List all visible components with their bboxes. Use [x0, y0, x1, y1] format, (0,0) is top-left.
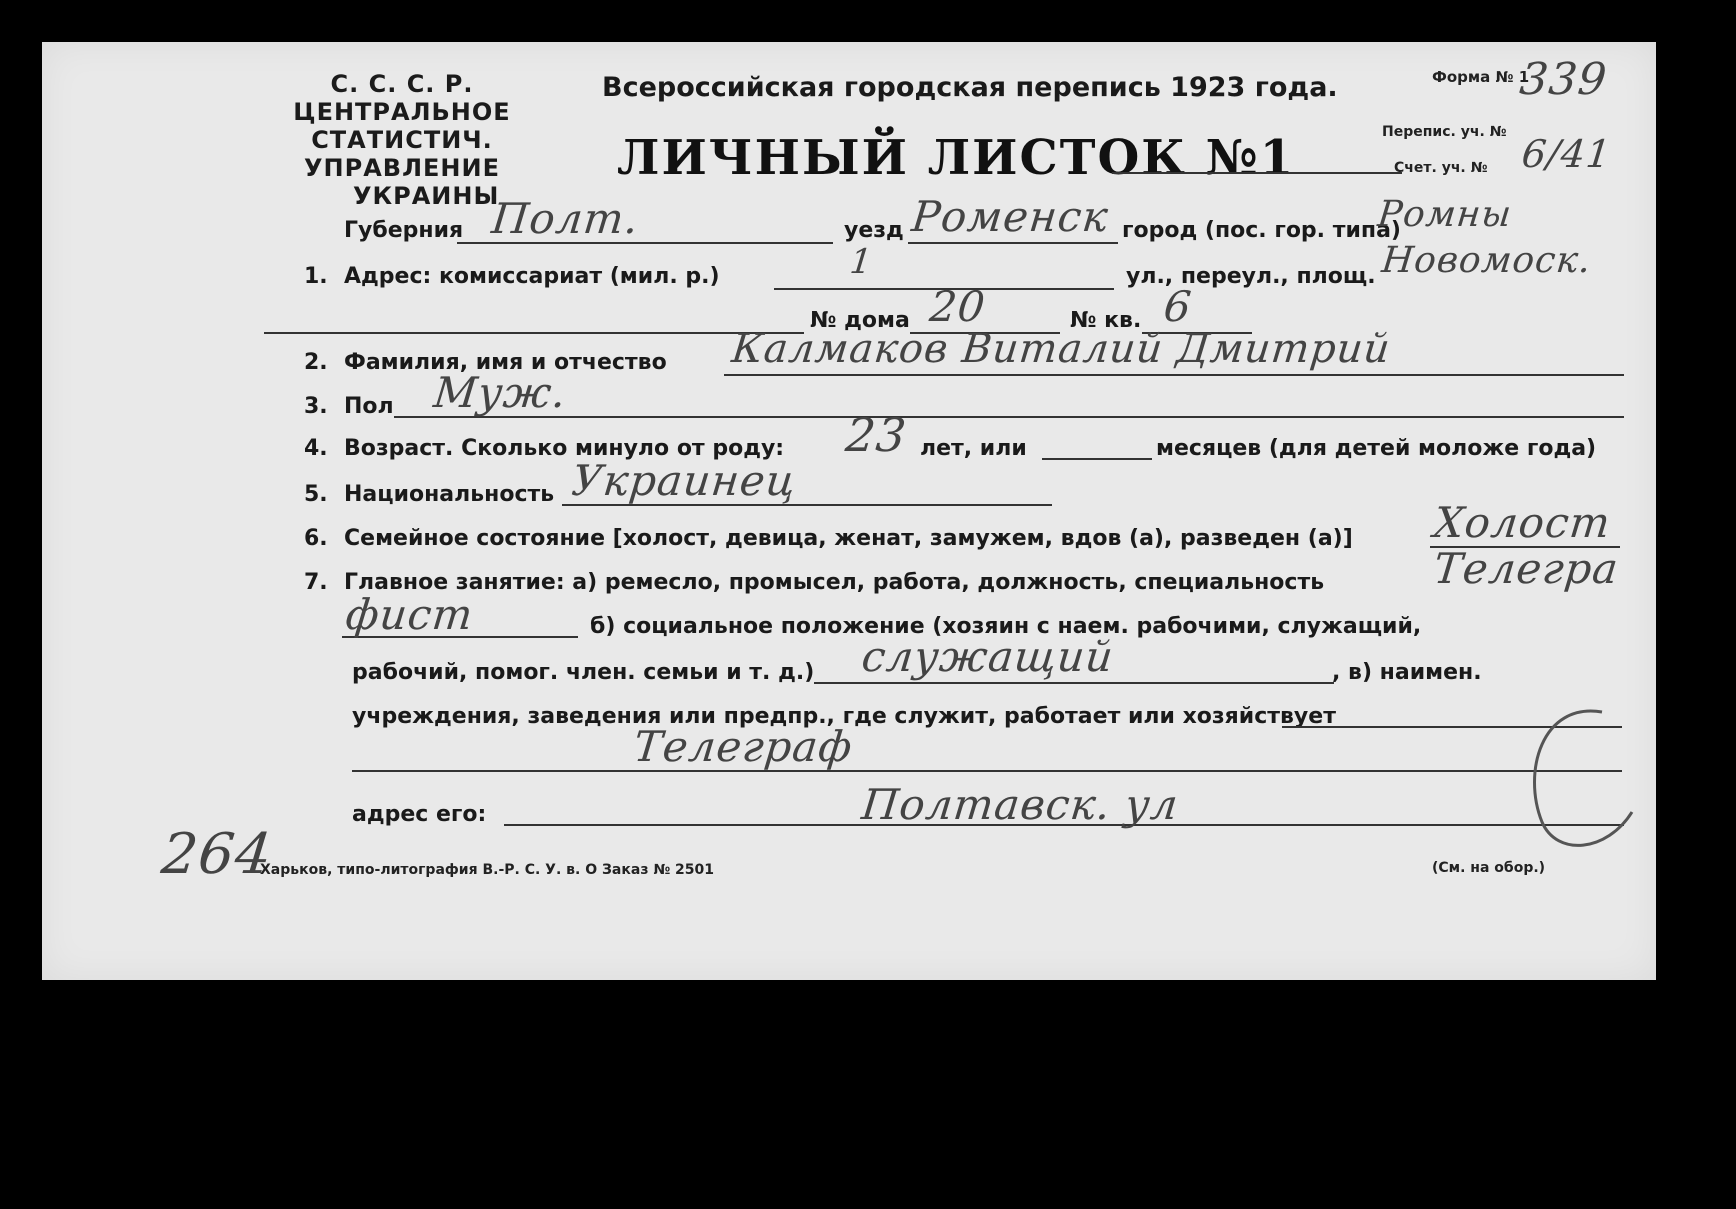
institution-label-start: , в) наимен.: [1332, 660, 1482, 685]
street-value: Новомоск.: [1379, 240, 1594, 281]
commissariat-value: 1: [847, 242, 875, 282]
occupation-value-part-2: фист: [343, 590, 476, 639]
occupation-number: 7.: [304, 570, 328, 595]
sex-number: 3.: [304, 394, 328, 419]
form-number-handwritten: 339: [1517, 54, 1610, 105]
nationality-label: Национальность: [344, 482, 555, 507]
apartment-value: 6: [1161, 282, 1195, 331]
street-label: ул., переул., площ.: [1126, 264, 1376, 289]
sex-value: Муж.: [431, 368, 570, 417]
registration-label-1: Перепис. уч. №: [1382, 124, 1507, 140]
nationality-value: Украинец: [569, 456, 799, 505]
guberniya-label: Губерния: [344, 218, 464, 243]
guberniya-value: Полт.: [489, 194, 642, 243]
institution-value: Телеграф: [631, 722, 856, 771]
org-line-2: ЦЕНТРАЛЬНОЕ: [293, 98, 511, 126]
age-label: Возраст. Сколько минуло от роду:: [344, 436, 785, 461]
census-card: [42, 42, 1656, 980]
social-status-label-2: рабочий, помог. член. семьи и т. д.): [352, 660, 815, 685]
institution-address-label: адрес его:: [352, 802, 487, 827]
registration-value-handwritten: 6/41: [1519, 132, 1614, 176]
address-continuation-line: [264, 332, 804, 334]
census-title: Всероссийская городская перепись 1923 года.: [602, 72, 1338, 103]
occupation-value-part-1: Телегра: [1431, 544, 1622, 593]
registration-label-2: Счет. уч. №: [1394, 160, 1488, 176]
org-line-1: С. С. С. Р.: [330, 70, 474, 98]
institution-label: учреждения, заведения или предпр., где служит, работает или хозяйствует: [352, 704, 1336, 729]
issuing-organization: [247, 70, 557, 210]
form-label: Форма № 1: [1432, 68, 1530, 86]
months-label: месяцев (для детей моложе года): [1156, 436, 1597, 461]
sheet-number-line: [1112, 172, 1402, 174]
org-line-4: УКРАИНЫ: [353, 182, 500, 210]
org-line-3: СТАТИСТИЧ. УПРАВЛЕНИЕ: [304, 126, 500, 182]
city-label: город (пос. гор. типа): [1122, 218, 1401, 243]
institution-line-2: [352, 770, 1622, 772]
name-label: Фамилия, имя и отчество: [344, 350, 667, 375]
city-value: Ромны: [1375, 194, 1514, 235]
name-line: [724, 374, 1624, 376]
months-line: [1042, 458, 1152, 460]
marital-number: 6.: [304, 526, 328, 551]
social-status-label: б) социальное положение (хозяин с наем. рабочими, служащий,: [590, 614, 1422, 639]
nationality-number: 5.: [304, 482, 328, 507]
institution-address-value: Полтавск. ул: [859, 780, 1181, 829]
name-value: Калмаков Виталий Дмитрий: [729, 326, 1393, 372]
apartment-label: № кв.: [1070, 308, 1142, 333]
see-reverse-note: (См. на обор.): [1432, 860, 1546, 876]
uezd-line: [908, 242, 1118, 244]
uezd-label: уезд: [844, 218, 904, 243]
social-status-value: служащий: [859, 632, 1117, 681]
age-number: 4.: [304, 436, 328, 461]
sheet-title: ЛИЧНЫЙ ЛИСТОК №1: [617, 130, 1296, 186]
sex-line: [394, 416, 1624, 418]
name-number: 2.: [304, 350, 328, 375]
house-label: № дома: [810, 308, 910, 333]
pencil-circle-mark: [1502, 692, 1642, 862]
house-value: 20: [927, 282, 989, 331]
address-label: Адрес: комиссариат (мил. р.): [344, 264, 720, 289]
age-value: 23: [843, 408, 910, 462]
address-number: 1.: [304, 264, 328, 289]
marital-label: Семейное состояние [холост, девица, женат, замужем, вдов (а), разведен (а)]: [344, 526, 1353, 551]
occupation-label: Главное занятие: а) ремесло, промысел, работа, должность, специальность: [344, 570, 1325, 595]
uezd-value: Роменск: [909, 192, 1112, 241]
marital-value: Холост: [1431, 498, 1614, 547]
social-status-line: [814, 682, 1334, 684]
printer-imprint: Харьков, типо-литография В.-Р. С. У. в. О Заказ № 2501: [260, 862, 715, 878]
sex-label: Пол: [344, 394, 394, 419]
age-unit: лет, или: [920, 436, 1027, 461]
margin-number-handwritten: 264: [158, 822, 276, 887]
